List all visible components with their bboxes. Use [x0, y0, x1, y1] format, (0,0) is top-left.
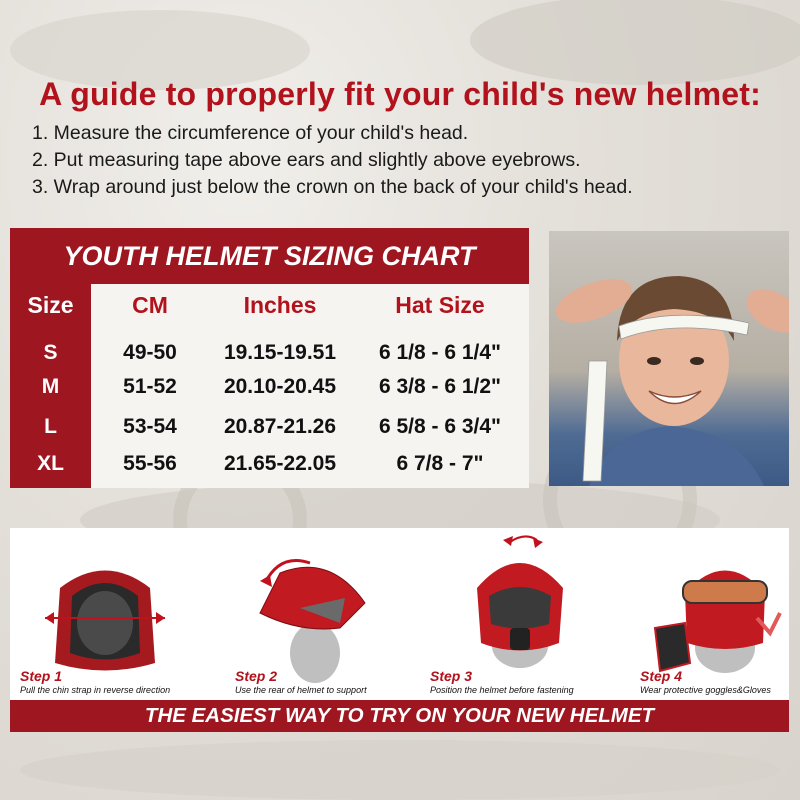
guide-title: A guide to properly fit your child's new helmet:: [39, 76, 761, 112]
banner-text: THE EASIEST WAY TO TRY ON YOUR NEW HELMET: [144, 704, 655, 727]
row-inches: 20.10-20.45: [223, 375, 337, 398]
row-cm: 51-52: [123, 375, 177, 398]
step-3-description: Position the helmet before fastening: [430, 685, 574, 695]
row-hat-size: 6 5/8 - 6 3/4": [378, 415, 502, 438]
row-inches: 20.87-21.26: [223, 415, 337, 438]
step-4-label: Step 4: [640, 668, 683, 684]
row-cm: 49-50: [123, 341, 177, 364]
col-header-inches: Inches: [243, 292, 317, 318]
helmet-tilt-icon: [240, 543, 380, 683]
row-size: M: [41, 375, 60, 398]
sizing-chart: [10, 228, 529, 488]
guide-step-3: 3. Wrap around just below the crown on the back of your child's head.: [32, 176, 633, 198]
step-2-label: Step 2: [235, 668, 278, 684]
guide-step-2: 2. Put measuring tape above ears and slightly above eyebrows.: [32, 149, 581, 171]
boy-illustration: [549, 231, 789, 486]
row-cm: 55-56: [123, 452, 177, 475]
row-hat-size: 6 1/8 - 6 1/4": [378, 341, 502, 364]
row-inches: 21.65-22.05: [223, 452, 337, 475]
step-4-description: Wear protective goggles&Gloves: [640, 685, 771, 695]
step-1-label: Step 1: [20, 668, 63, 684]
helmet-front-icon: [455, 528, 585, 678]
col-header-cm: CM: [132, 292, 168, 318]
guide-step-1: 1. Measure the circumference of your child's head.: [32, 122, 469, 144]
row-size: S: [43, 341, 58, 364]
helmet-interior-icon: [40, 548, 170, 683]
step-1-description: Pull the chin strap in reverse direction: [20, 685, 171, 695]
helmet-goggles-gloves-icon: [645, 543, 785, 678]
row-size: L: [44, 415, 57, 438]
bottom-banner: [10, 700, 789, 732]
chart-title: YOUTH HELMET SIZING CHART: [63, 241, 476, 271]
chart-header: [10, 228, 529, 284]
col-header-size: Size: [27, 292, 74, 318]
row-hat-size: 6 7/8 - 7": [396, 452, 484, 475]
row-hat-size: 6 3/8 - 6 1/2": [378, 375, 502, 398]
col-header-hat-size: Hat Size: [395, 292, 485, 318]
step-3-label: Step 3: [430, 668, 473, 684]
step-2-description: Use the rear of helmet to support: [235, 685, 367, 695]
fitting-steps-panel: [10, 528, 789, 700]
row-inches: 19.15-19.51: [223, 341, 337, 364]
boy-measuring-head-photo: [549, 231, 789, 486]
row-size: XL: [37, 452, 64, 475]
row-cm: 53-54: [123, 415, 177, 438]
